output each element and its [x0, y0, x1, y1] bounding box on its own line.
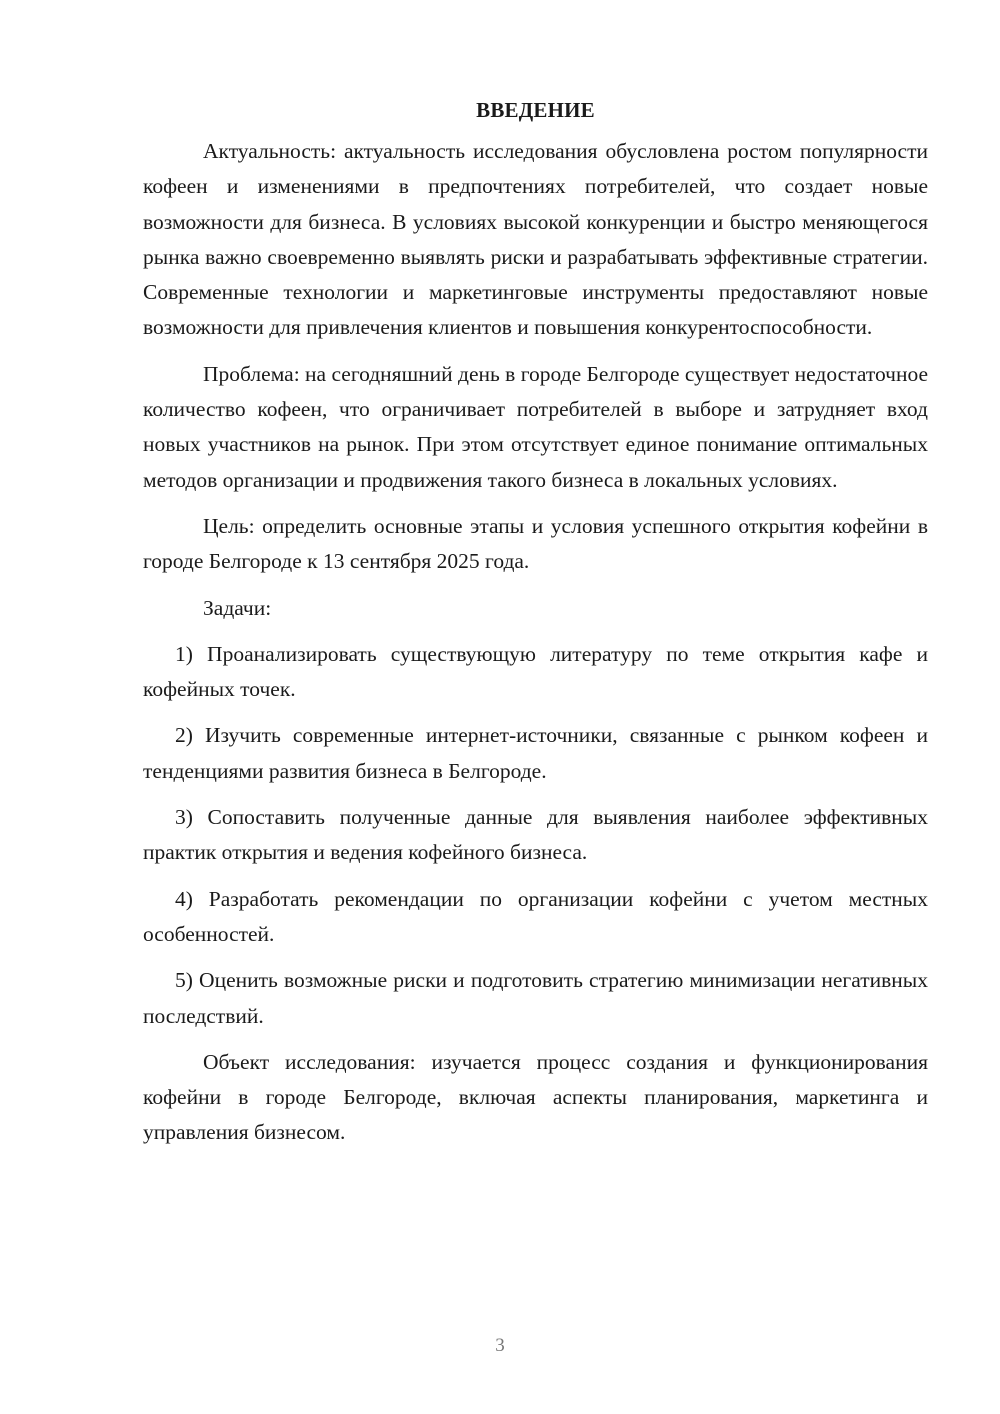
tasks-label: Задачи: [203, 595, 272, 620]
relevance-paragraph: Актуальность: актуальность исследования обусловлена ростом популярности кофеен и изменениями в предпочтениях потребителей, что создает новые возможности для бизнеса. В условиях высокой конкуренции и быстро меняющегося рынка важно своевременно выявлять риски и разрабатывать эффективные стратегии. Современные технологии и маркетинговые инструменты предоставляют новые возможности для привлечения клиентов и повышения конкурентоспособности. [143, 139, 928, 340]
task-item-1: 1) Проанализировать существующую литературу по теме открытия кафе и кофейных точек. [143, 641, 928, 702]
goal-paragraph: Цель: определить основные этапы и условия успешного открытия кофейни в городе Белгороде к 13 сентября 2025 года. [143, 513, 928, 574]
page-content [143, 96, 928, 1162]
problem-paragraph: Проблема: на сегодняшний день в городе Белгороде существует недостаточное количество кофеен, что ограничивает потребителей в выборе и затрудняет вход новых участников на рынок. При этом отсутствует единое понимание оптимальных методов организации и продвижения такого бизнеса в локальных условиях. [143, 361, 929, 492]
page-number: 3 [495, 1335, 505, 1356]
task-item-4: 4) Разработать рекомендации по организации кофейни с учетом местных особенностей. [143, 886, 928, 946]
object-paragraph: Объект исследования: изучается процесс создания и функционирования кофейни в городе Белгороде, включая аспекты планирования, маркетинга и управления бизнесом. [143, 1049, 928, 1145]
task-item-3: 3) Сопоставить полученные данные для выявления наиболее эффективных практик открытия и ведения кофейного бизнеса. [143, 805, 928, 865]
task-item-5: 5) Оценить возможные риски и подготовить стратегию минимизации негативных последствий. [143, 968, 928, 1028]
task-item-2: 2) Изучить современные интернет-источники, связанные с рынком кофеен и тенденциями развития бизнеса в Белгороде. [143, 723, 928, 783]
section-heading: ВВЕДЕНИЕ [476, 98, 595, 122]
